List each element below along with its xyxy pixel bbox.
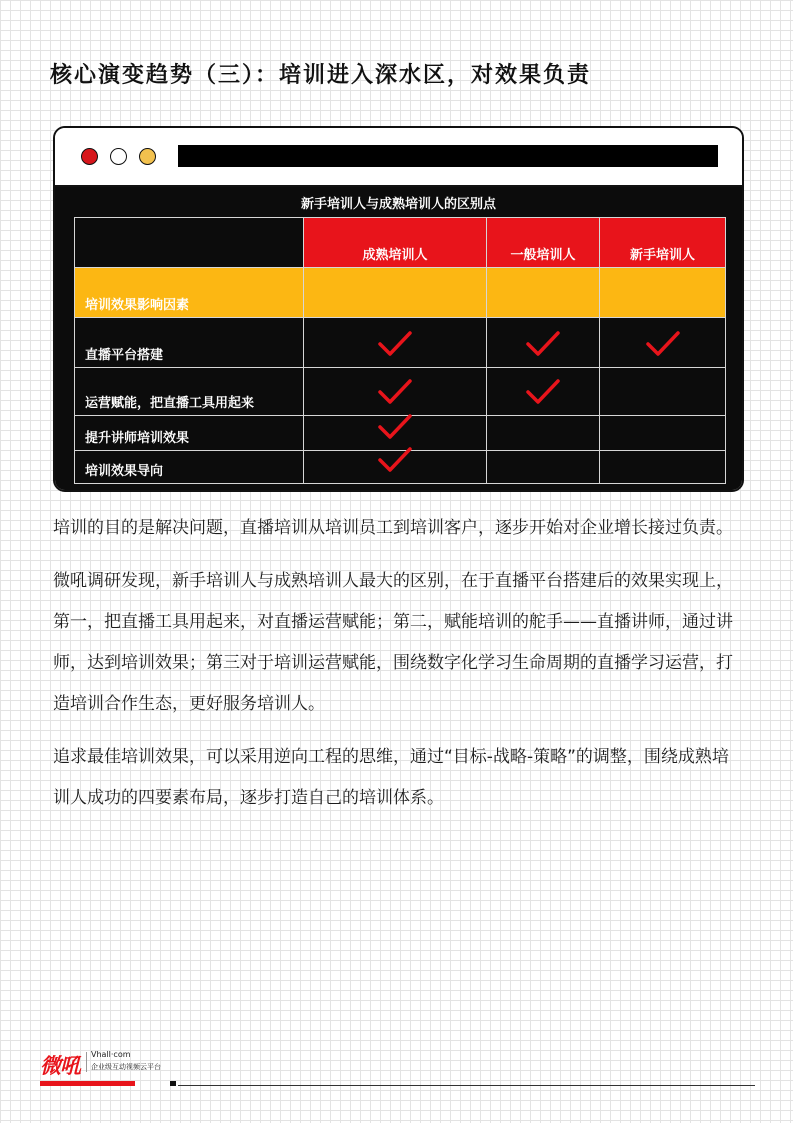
checkmark-icon xyxy=(378,331,412,357)
white-dot-icon xyxy=(110,148,127,165)
table-title: 新手培训人与成熟培训人的区别点 xyxy=(300,197,496,212)
footer-rule-accent xyxy=(40,1081,135,1086)
row-label: 直播平台搭建 xyxy=(75,318,304,368)
table-row xyxy=(75,318,726,368)
comparison-table xyxy=(74,217,726,484)
paragraph: 培训的目的是解决问题，直播培训从培训员工到培训客户，逐步开始对企业增长接过负责。 xyxy=(53,518,733,538)
logo-domain: Vhall·com xyxy=(91,1050,131,1059)
table-header-row xyxy=(75,218,726,268)
body-text xyxy=(53,508,743,831)
table-row xyxy=(75,451,726,484)
factor-row xyxy=(75,268,726,318)
yellow-dot-icon xyxy=(139,148,156,165)
check-cell xyxy=(600,368,726,416)
check-cell xyxy=(304,451,487,484)
checkmark-icon xyxy=(378,414,412,440)
address-bar xyxy=(178,145,718,167)
logo-divider xyxy=(86,1052,87,1072)
footer-rule-marker xyxy=(170,1081,176,1086)
table-row xyxy=(75,368,726,416)
footer xyxy=(40,1048,755,1088)
table-row xyxy=(75,416,726,451)
checkmark-icon xyxy=(526,379,560,405)
check-cell xyxy=(304,416,487,451)
column-header-general: 一般培训人 xyxy=(487,218,600,268)
check-cell xyxy=(487,451,600,484)
vhall-logo: 微吼 xyxy=(40,1054,80,1078)
column-header-mature: 成熟培训人 xyxy=(304,218,487,268)
factor-cell xyxy=(600,268,726,318)
factor-cell xyxy=(487,268,600,318)
page-title: 核心演变趋势（三）：培训进入深水区，对效果负责 xyxy=(50,63,592,88)
checkmark-icon xyxy=(378,447,412,473)
checkmark-icon xyxy=(526,331,560,357)
checkmark-icon xyxy=(646,331,680,357)
paragraph: 追求最佳培训效果，可以采用逆向工程的思维，通过“目标-战略-策略”的调整，围绕成熟培训人成功的四要素布局，逐步打造自己的培训体系。 xyxy=(53,747,729,808)
check-cell xyxy=(600,318,726,368)
check-cell xyxy=(600,451,726,484)
row-label: 运营赋能，把直播工具用起来 xyxy=(75,368,304,416)
check-cell xyxy=(487,318,600,368)
logo-tagline: 企业级互动视频云平台 xyxy=(91,1063,161,1071)
checkmark-icon xyxy=(378,379,412,405)
check-cell xyxy=(487,416,600,451)
comparison-panel xyxy=(55,187,742,490)
check-cell xyxy=(304,318,487,368)
browser-title-bar xyxy=(55,128,742,187)
footer-rule xyxy=(178,1085,755,1086)
browser-window-frame xyxy=(53,126,744,492)
row-label: 培训效果导向 xyxy=(75,451,304,484)
red-dot-icon xyxy=(81,148,98,165)
column-header-novice: 新手培训人 xyxy=(600,218,726,268)
factor-label: 培训效果影响因素 xyxy=(75,268,304,318)
check-cell xyxy=(600,416,726,451)
factor-cell xyxy=(304,268,487,318)
table-corner-cell xyxy=(75,218,304,268)
check-cell xyxy=(304,368,487,416)
check-cell xyxy=(487,368,600,416)
paragraph: 微吼调研发现，新手培训人与成熟培训人最大的区别，在于直播平台搭建后的效果实现上，第一，把直播工具用起来，对直播运营赋能；第二，赋能培训的舵手——直播讲师，通过讲师，达到培训效果；第三对于培训运营赋能，围绕数字化学习生命周期的直播学习运营，打造培训合作生态，更好服务培训人。 xyxy=(53,571,733,714)
row-label: 提升讲师培训效果 xyxy=(75,416,304,451)
